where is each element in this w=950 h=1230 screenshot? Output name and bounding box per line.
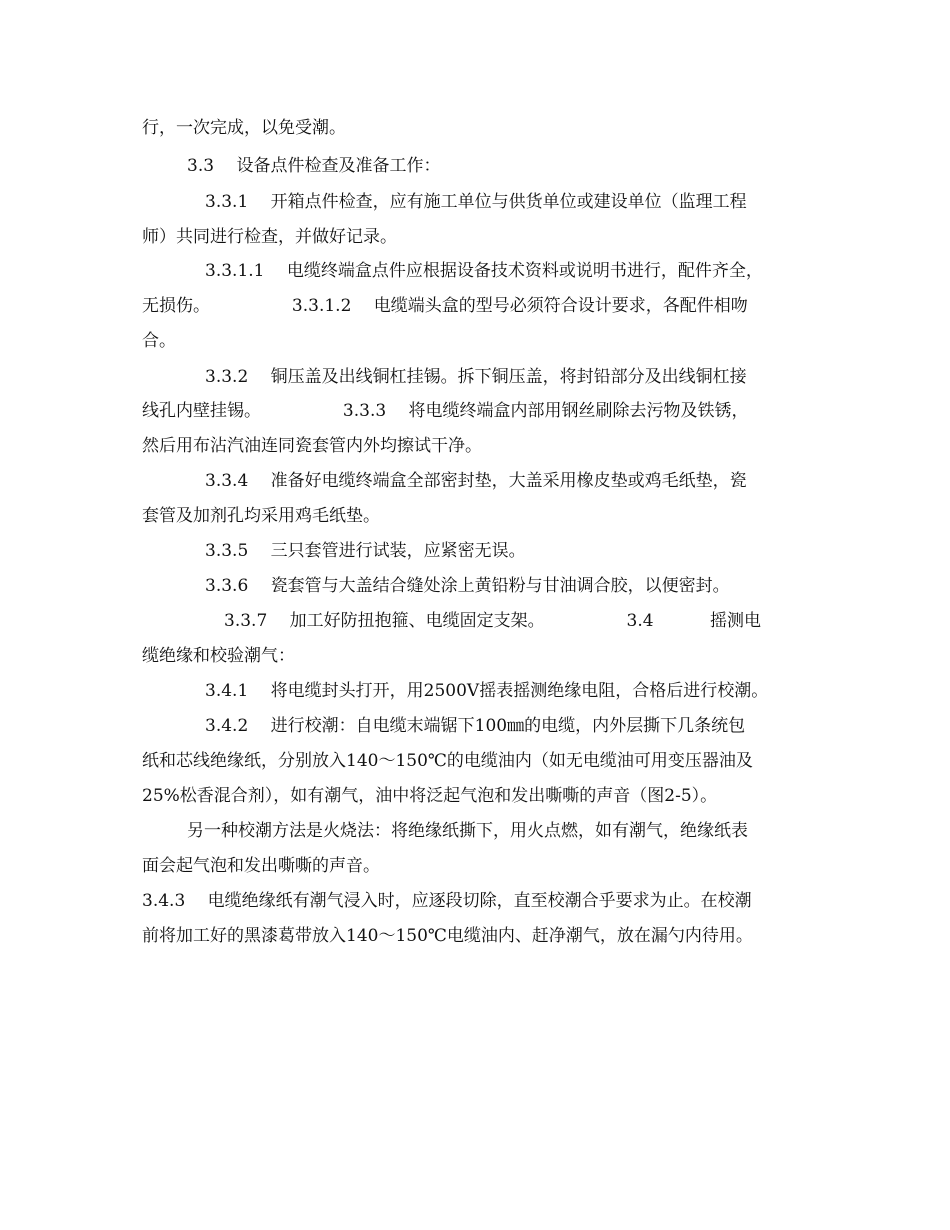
text-line: 25%松香混合剂），如有潮气，油中将泛起气泡和发出嘶嘶的声音（图2-5）。 — [142, 786, 718, 806]
section-heading: 3.3 设备点件检查及准备工作： — [187, 156, 441, 176]
text-line: 面会起气泡和发出嘶嘶的声音。 — [142, 856, 380, 876]
text-line: 然后用布沾汽油连同瓷套管内外均擦试干净。 — [142, 436, 482, 456]
text-line: 3.3.1.1 电缆终端盒点件应根据设备技术资料或说明书进行，配件齐全， — [205, 261, 763, 281]
text-line: 缆绝缘和校验潮气： — [142, 646, 295, 666]
text-line: 3.4.3 电缆绝缘纸有潮气浸入时，应逐段切除，直至校潮合乎要求为止。在校潮 — [142, 891, 752, 911]
text-line: 3.3.4 准备好电缆终端盒全部密封垫，大盖采用橡皮垫或鸡毛纸垫，瓷 — [205, 471, 747, 491]
text-line: 行，一次完成，以免受潮。 — [142, 118, 346, 138]
text-line: 3.4.2 进行校潮：自电缆末端锯下100㎜的电缆，内外层撕下几条统包 — [205, 716, 746, 736]
text-line: 3.3.2 铜压盖及出线铜杠挂锡。拆下铜压盖，将封铅部分及出线铜杠接 — [205, 367, 747, 387]
text-line: 前将加工好的黑漆葛带放入140～150℃电缆油内、赶净潮气，放在漏勺内待用。 — [142, 926, 753, 946]
text-line: 3.3.6 瓷套管与大盖结合缝处涂上黄铅粉与甘油调合胶，以便密封。 — [205, 576, 730, 596]
text-line: 3.3.1 开箱点件检查，应有施工单位与供货单位或建设单位（监理工程 — [205, 192, 747, 212]
text-line: 师）共同进行检查，并做好记录。 — [142, 227, 397, 247]
text-line: 3.4.1 将电缆封头打开，用2500V摇表摇测绝缘电阻，合格后进行校潮。 — [205, 681, 769, 701]
text-line: 3.3.5 三只套管进行试装，应紧密无误。 — [205, 541, 526, 561]
text-line: 合。 — [142, 331, 176, 351]
text-line: 套管及加剂孔均采用鸡毛纸垫。 — [142, 506, 380, 526]
text-line: 另一种校潮方法是火烧法：将绝缘纸撕下，用火点燃，如有潮气，绝缘纸表 — [187, 821, 748, 841]
text-line: 无损伤。 3.3.1.2 电缆端头盒的型号必须符合设计要求，各配件相吻 — [142, 296, 748, 316]
text-line: 纸和芯线绝缘纸，分别放入140～150℃的电缆油内（如无电缆油可用变压器油及 — [142, 751, 753, 771]
text-line: 线孔内壁挂锡。 3.3.3 将电缆终端盒内部用钢丝刷除去污物及铁锈， — [142, 401, 749, 421]
text-line: 3.3.7 加工好防扭抱箍、电缆固定支架。 3.4 摇测电 — [224, 611, 762, 631]
